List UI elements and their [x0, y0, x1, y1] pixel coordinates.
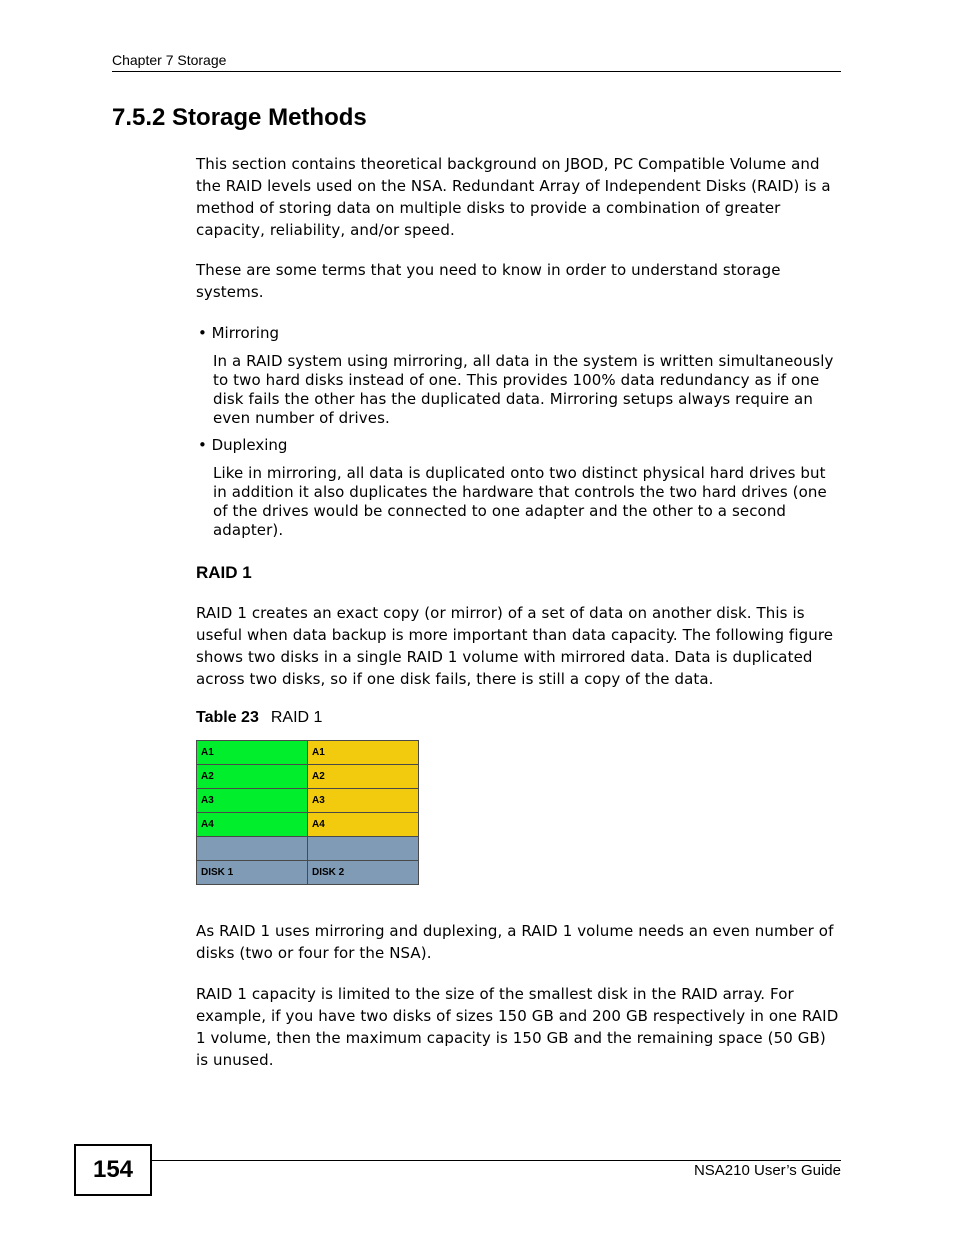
disk1-block-a4: A4	[197, 813, 308, 837]
intro-paragraph-2: These are some terms that you need to know in order to understand storage systems.	[196, 261, 781, 301]
raid1-heading: RAID 1	[196, 563, 252, 582]
table-caption-label: Table 23	[196, 709, 259, 726]
disk2-block-a4: A4	[308, 813, 419, 837]
disk2-block-a1: A1	[308, 741, 419, 765]
page-number: 154	[74, 1144, 152, 1196]
table-caption-title: RAID 1	[270, 709, 323, 726]
table-row	[197, 861, 419, 885]
table-row	[197, 789, 419, 813]
section-title: 7.5.2 Storage Methods	[112, 104, 367, 131]
table-row	[197, 765, 419, 789]
chapter-header: Chapter 7 Storage	[112, 52, 227, 68]
intro-paragraph-1: This section contains theoretical background on JBOD, PC Compatible Volume and the RAID levels used on the NSA. Redundant Array of Independent Disks (RAID) is a method of storing data on multiple disks to provide a combination of greater capacity, reliability, and/or speed.	[196, 155, 831, 239]
table-row	[197, 741, 419, 765]
footer-divider	[152, 1160, 841, 1161]
term-duplexing-description: Like in mirroring, all data is duplicated onto two distinct physical hard drives but in addition it also duplicates the hardware that controls the two hard drives (one of the drives would be connected to one adapter and the other to a second adapter).	[213, 464, 827, 539]
raid1-paragraph-1: RAID 1 creates an exact copy (or mirror) of a set of data on another disk. This is useful when data backup is more important than data capacity. The following figure shows two disks in a single RAID 1 volume with mirrored data. Data is duplicated across two disks, so if one disk fails, there is still a copy of the data.	[196, 604, 834, 688]
disk2-empty-cell	[308, 837, 419, 861]
header-divider	[112, 71, 841, 72]
disk1-label: DISK 1	[197, 861, 308, 885]
term-mirroring-bullet: • Mirroring	[198, 324, 280, 342]
guide-title: NSA210 User’s Guide	[693, 1162, 841, 1179]
disk1-block-a3: A3	[197, 789, 308, 813]
disk2-label: DISK 2	[308, 861, 419, 885]
disk2-block-a3: A3	[308, 789, 419, 813]
disk2-block-a2: A2	[308, 765, 419, 789]
table-caption	[196, 709, 322, 727]
table-row	[197, 813, 419, 837]
disk1-block-a2: A2	[197, 765, 308, 789]
raid1-paragraph-2: As RAID 1 uses mirroring and duplexing, a RAID 1 volume needs an even number of disks (two or four for the NSA).	[196, 922, 834, 962]
raid1-paragraph-3: RAID 1 capacity is limited to the size of the smallest disk in the RAID array. For example, if you have two disks of sizes 150 GB and 200 GB respectively in one RAID 1 volume, then the maximum capacity is 150 GB and the remaining space (50 GB) is unused.	[196, 985, 839, 1069]
term-duplexing-bullet: • Duplexing	[198, 436, 288, 454]
table-row	[197, 837, 419, 861]
disk1-empty-cell	[197, 837, 308, 861]
term-mirroring-description: In a RAID system using mirroring, all data in the system is written simultaneously to two hard disks instead of one. This provides 100% data redundancy as if one disk fails the other has the duplicated data. Mirroring setups always require an even number of drives.	[213, 352, 834, 427]
raid1-disk-table	[196, 740, 419, 885]
disk1-block-a1: A1	[197, 741, 308, 765]
